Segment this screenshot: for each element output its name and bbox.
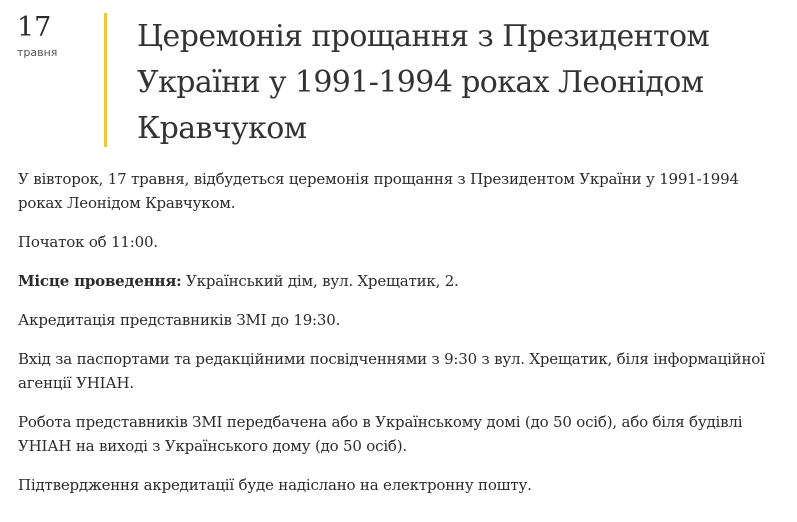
accreditation-paragraph: Акредитація представників ЗМІ до 19:30.: [18, 311, 341, 329]
venue-paragraph: [18, 269, 783, 293]
accent-divider: [104, 13, 107, 147]
confirmation-paragraph: Підтвердження акредитації буде надіслано на електронну пошту.: [18, 476, 532, 494]
article-header: [0, 0, 797, 150]
date-day: 17: [17, 12, 52, 43]
date-month: травня: [17, 46, 58, 59]
start-time-paragraph: Початок об 11:00.: [18, 233, 158, 251]
article-body: [18, 167, 783, 512]
media-work-paragraph: Робота представників ЗМІ передбачена або в Українському домі (до 50 осіб), або біля будівлі УНІАН на виході з Українського дому (до 50 осіб).: [18, 413, 743, 455]
venue-value: Український дім, вул. Хрещатик, 2.: [181, 272, 459, 290]
intro-paragraph: У вівторок, 17 травня, відбудеться церемонія прощання з Президентом України у 1991-1994 роках Леонідом Кравчуком.: [18, 170, 739, 212]
page-title: Церемонія прощання з Президентом України у 1991-1994 роках Леонідом Кравчуком: [137, 19, 710, 146]
event-date: [17, 12, 79, 60]
venue-label: Місце проведення:: [18, 272, 182, 290]
entry-paragraph: Вхід за паспортами та редакційними посвідченнями з 9:30 з вул. Хрещатик, біля інформаційної агенції УНІАН.: [18, 350, 765, 392]
